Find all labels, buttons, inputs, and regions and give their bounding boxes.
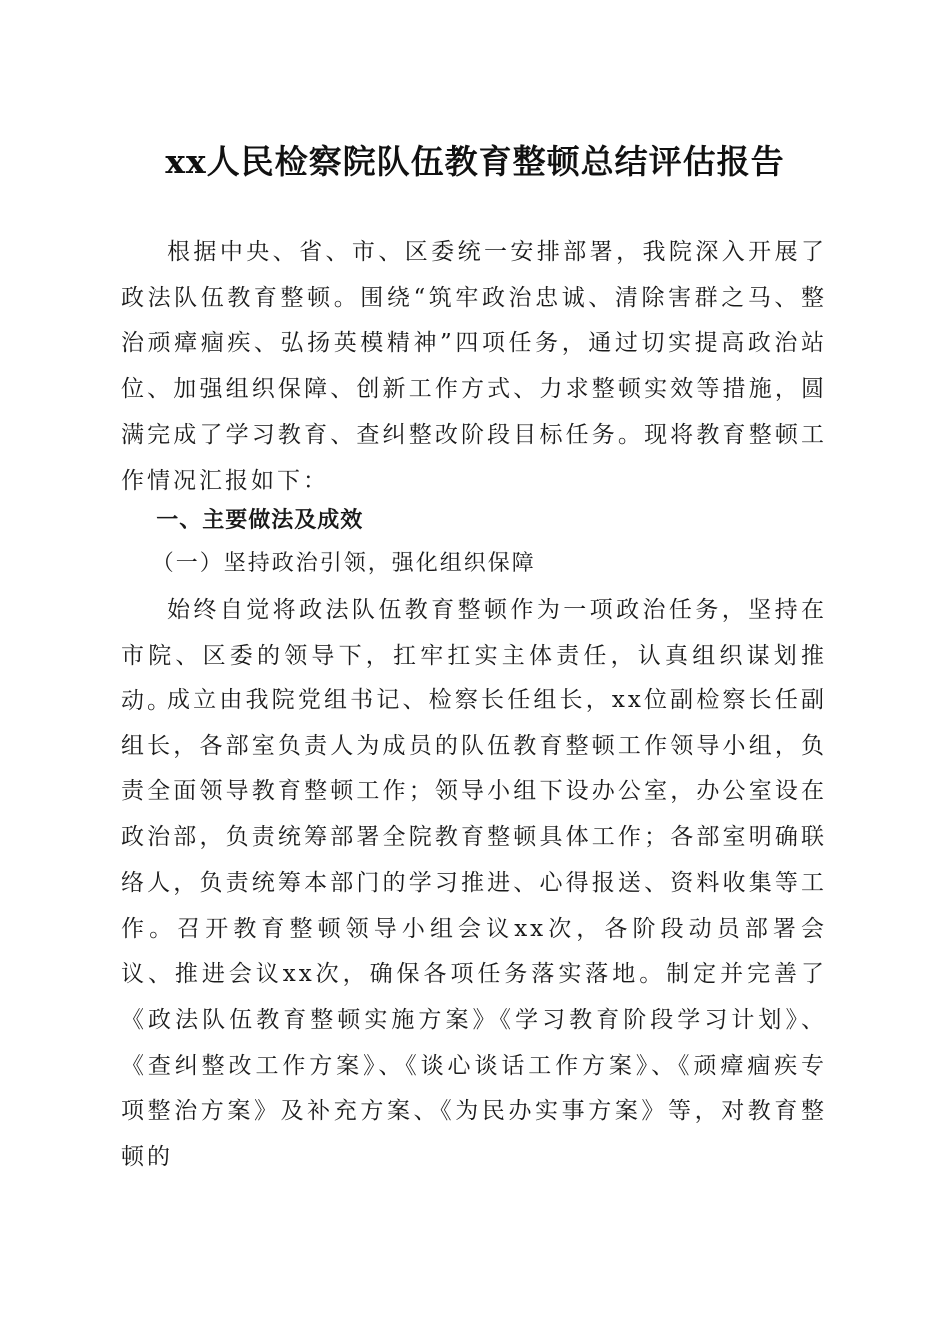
subsection-heading: （一）坚持政治引领，强化组织保障 xyxy=(151,551,536,576)
intro-paragraph: 根据中央、省、市、区委统一安排部署，我院深入开展了政法队伍教育整顿。围绕“筑牢政治忠诚、清除害群之马、整治顽瘴痼疾、弘扬英模精神”四项任务，通过切实提高政治站位、加强组织保障、创新工作方式、力求整顿实效等措施，圆满完成了学习教育、查纠整改阶段目标任务。现将教育整顿工作情况汇报如下： xyxy=(121,239,827,494)
document-body xyxy=(121,230,827,504)
body-paragraph: 始终自觉将政法队伍教育整顿作为一项政治任务，坚持在市院、区委的领导下，扛牢扛实主体责任，认真组织谋划推动。 xyxy=(121,597,827,715)
body-paragraph: 成立由我院党组书记、检察长任组长，xx位副检察长任副组长，各部室负责人为成员的队伍教育整顿工作领导小组，负责全面领导教育整顿工作；领导小组下设办公室，办公室设在政治部，负责统筹部署全院教育整顿具体工作；各部室明确联络人，负责统筹本部门的学习推进、心得报送、资料收集等工作。召开教育整顿领导小组会议xx次，各阶段动员部署会议、推进会议xx次，确保各项任务落实落地。制定并完善了《政法队伍教育整顿实施方案》《学习教育阶段学习计划》、《查纠整改工作方案》、《谈心谈话工作方案》、《顽瘴痼疾专项整治方案》及补充方案、《为民办实事方案》等，对教育整顿的 xyxy=(121,687,827,1171)
section-heading: 一、主要做法及成效 xyxy=(156,508,364,533)
document-title: xx人民检察院队伍教育整顿总结评估报告 xyxy=(165,142,785,181)
paragraph-block-2 xyxy=(121,678,827,1181)
subsection-heading-block xyxy=(121,541,827,586)
section-heading-block xyxy=(121,498,827,543)
